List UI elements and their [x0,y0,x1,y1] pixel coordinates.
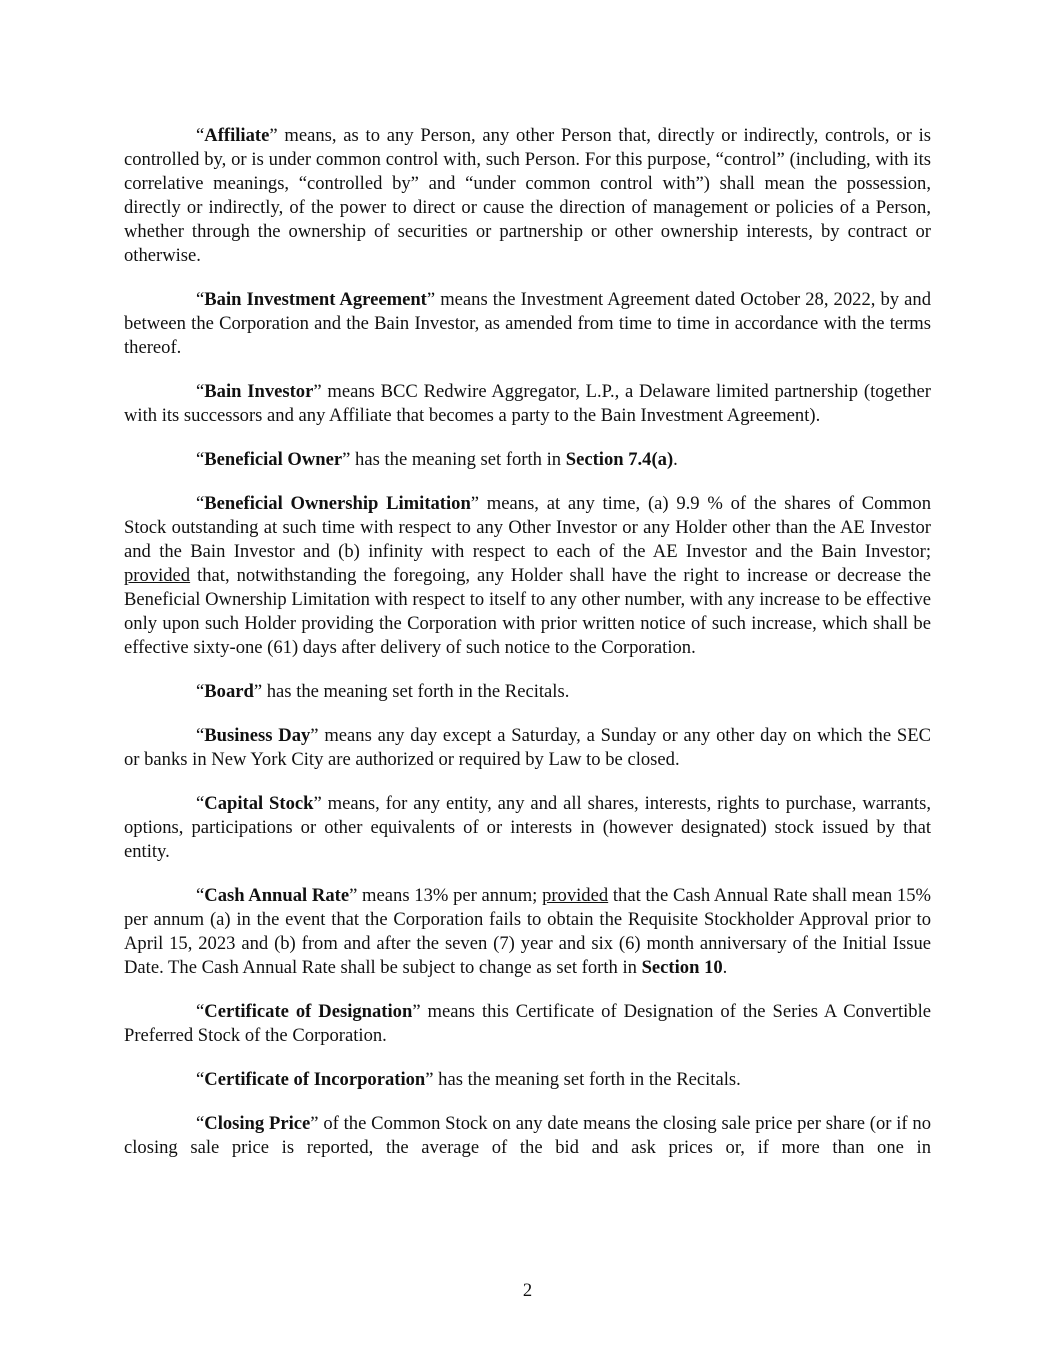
provided-underlined: provided [124,565,191,586]
defined-term: Capital Stock [204,793,314,814]
page-number: 2 [522,1280,533,1301]
defined-term: Bain Investor [204,381,314,402]
defined-term: Cash Annual Rate [204,885,350,906]
definition-cash-annual-rate: “Cash Annual Rate” means 13% per annum; provided that the Cash Annual Rate shall mean 15% per annum (a) in the event that the Corporation fails to obtain the Requisite Stockholder Approval prior to April 15, 2023 and (b) from and after the seven (7) year and six (6) month anniversary of the Initial Issue Date. The Cash Annual Rate shall be subject to change as set forth in Section 10. [124,885,932,978]
definition-capital-stock: “Capital Stock” means, for any entity, any and all shares, interests, rights to purchase, warrants, options, participations or other equivalents of or interests in (however designated) stock issued by that entity. [124,793,931,862]
defined-term: Bain Investment Agreement [204,289,427,310]
definition-board: “Board” has the meaning set forth in the Recitals. [196,681,570,702]
definition-affiliate: “Affiliate” means, as to any Person, any other Person that, directly or indirectly, controls, or is controlled by, or is under common control with, such Person. For this purpose, “control” (including, with its correlative meanings, “controlled by” and “under common control with”) shall mean the possession, directly or indirectly, of the power to direct or cause the direction of management or policies of a Person, whether through the ownership of securities or partnership or other ownership interests, by contract or otherwise. [124,125,931,266]
definition-end: . [722,957,728,978]
definition-bain-investment-agreement: “Bain Investment Agreement” means the Investment Agreement dated October 28, 2022, by and between the Corporation and the Bain Investor, as amended from time to time in accordance with the terms thereof. [124,289,931,358]
definition-certificate-of-incorporation: “Certificate of Incorporation” has the meaning set forth in the Recitals. [196,1069,741,1090]
defined-term: Beneficial Owner [204,449,343,470]
definition-text: ” means, for any entity, any and all shares, interests, rights to purchase, warrants, options, participations or other equivalents of or interests in (however designated) stock issued by that entity. [124,793,931,862]
section-reference: Section 10 [641,957,723,978]
definition-text: ” has the meaning set forth in [342,449,566,470]
definition-tail: . [673,449,678,470]
definition-text: ” means the Investment Agreement dated October 28, 2022, by and between the Corporation and the Bain Investor, as amended from time to time in accordance with the terms thereof. [124,289,931,358]
definition-tail: that the Cash Annual Rate shall mean 15% per annum (a) in the event that the Corporation fails to obtain the Requisite Stockholder Approval prior to April 15, 2023 and (b) from and after the seven (7) year and six (6) month anniversary of the Initial Issue Date. The Cash Annual Rate shall be subject to change as set forth in [124,885,932,978]
definition-text: ” of the Common Stock on any date means the closing sale price per share (or if no closing sale price is reported, the average of the bid and ask prices or, if more than one in [124,1113,931,1158]
defined-term: Closing Price [204,1113,311,1134]
definition-beneficial-owner: “Beneficial Owner” has the meaning set forth in Section 7.4(a). [196,449,678,470]
definition-text: ” has the meaning set forth in the Recitals. [253,681,570,702]
defined-term: Affiliate [204,125,270,146]
definition-bain-investor: “Bain Investor” means BCC Redwire Aggregator, L.P., a Delaware limited partnership (together with its successors and any Affiliate that becomes a party to the Bain Investment Agreement). [124,381,931,426]
definition-text: ” has the meaning set forth in the Recitals. [425,1069,741,1090]
definition-text: ” means, as to any Person, any other Person that, directly or indirectly, controls, or is controlled by, or is under common control with, such Person. For this purpose, “control” (including, with its correlative meanings, “controlled by” and “under common control with”) shall mean the possession, directly or indirectly, of the power to direct or cause the direction of management or policies of a Person, whether through the ownership of securities or partnership or other ownership interests, by contract or otherwise. [124,125,931,266]
provided-underlined: provided [542,885,609,906]
defined-term: Beneficial Ownership Limitation [204,493,471,514]
definition-text: ” means BCC Redwire Aggregator, L.P., a Delaware limited partnership (together with its successors and any Affiliate that becomes a party to the Bain Investment Agreement). [124,381,931,426]
definition-text: ” means any day except a Saturday, a Sunday or any other day on which the SEC or banks in New York City are authorized or required by Law to be closed. [124,725,931,770]
definition-closing-price: “Closing Price” of the Common Stock on any date means the closing sale price per share (or if no closing sale price is reported, the average of the bid and ask prices or, if more than one in [124,1113,931,1158]
defined-term: Board [204,681,254,702]
definition-text: ” means 13% per annum; [349,885,543,906]
defined-term: Certificate of Incorporation [204,1069,426,1090]
definition-beneficial-ownership-limitation: “Beneficial Ownership Limitation” means, at any time, (a) 9.9 % of the shares of Common Stock outstanding at such time with respect to any Other Investor or any Holder other than the AE Investor and the Bain Investor and (b) infinity with respect to each of the AE Investor and the Bain Investor; provided that, notwithstanding the foregoing, any Holder shall have the right to increase or decrease the Beneficial Ownership Limitation with respect to itself to any other number, with any increase to be effective only upon such Holder providing the Corporation with prior written notice of such increase, which shall be effective sixty-one (61) days after delivery of such notice to the Corporation. [124,493,931,658]
definition-tail: that, notwithstanding the foregoing, any Holder shall have the right to increase or decrease the Beneficial Ownership Limitation with respect to itself to any other number, with any increase to be effective only upon such Holder providing the Corporation with prior written notice of such increase, which shall be effective sixty-one (61) days after delivery of such notice to the Corporation. [124,565,931,658]
definition-text: ” means, at any time, (a) 9.9 % of the shares of Common Stock outstanding at such time with respect to any Other Investor or any Holder other than the AE Investor and the Bain Investor and (b) infinity with respect to each of the AE Investor and the Bain Investor; [124,493,931,562]
definition-certificate-of-designation: “Certificate of Designation” means this Certificate of Designation of the Series A Convertible Preferred Stock of the Corporation. [124,1001,931,1046]
definition-text: ” means this Certificate of Designation of the Series A Convertible Preferred Stock of the Corporation. [124,1001,931,1046]
defined-term: Certificate of Designation [204,1001,413,1022]
defined-term: Business Day [204,725,311,746]
section-reference: Section 7.4(a) [565,449,674,470]
definition-business-day: “Business Day” means any day except a Saturday, a Sunday or any other day on which the SEC or banks in New York City are authorized or required by Law to be closed. [124,725,931,770]
document-page [124,124,931,1180]
